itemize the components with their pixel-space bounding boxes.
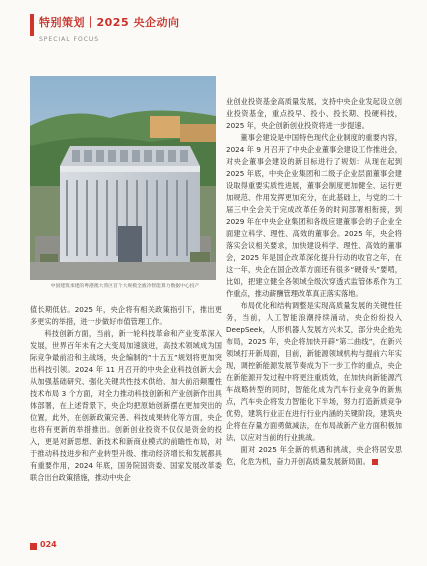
page-number: 024 — [40, 540, 57, 549]
header-accent-bar — [30, 14, 34, 36]
paragraph: 董事会建设是中国特色现代企业制度的重要内容，2024 年 9 月召开了中央企业董事会建设工作推进会，对央企董事会建设的新目标进行了规划：从现在起到 2025 年底，中央企业集团和二级子企业层面董事会建设取得重要实质性进展，董事会制度更加健全、运行更加规范、作用发挥更加充分，在此基础上，与党的二十届三中全会关于完成改革任务的时间部署相衔接，到 2029 年在中央企业集团和各级应建董事会的子企业全面建立科学、理性、高效的董事会。2025 年，央企将落实会议相关要求，加快建设科学、理性、高效的董事会，2025 年是国企改革深化提升行动的收官之年，在这一年，央企在国企改革方面还有很多“硬骨头”要啃，比如，把建立健全各领域全级次穿透式监管体系作为工作重点，推动薪酬管理改革真正落实落地。 — [226, 133, 402, 298]
section-title: 特别策划｜2025 央企动向 — [39, 16, 180, 29]
paragraph: 值长期低估。2025 年，央企将有相关政策指引下，推出更多更实的举措，进一步做好市值管理工作。 — [30, 305, 222, 326]
data-center-illustration — [30, 76, 216, 280]
left-column-text — [30, 304, 222, 484]
photo-caption: 中国建筑承建的粤港澳大湾区首个大规模全液冷智能算力数据中心投产 — [50, 284, 200, 289]
paragraph: 布局优化和结构调整是实现高质量发展的关键性任务，当前，人工智能浪潮持续涌动，央企纷纷投入 DeepSeek，人形机器人发展方兴未艾，部分央企抢先布局，2025 年，央企将加快开辟“第二曲线”，在新兴领域打开新局面，目前，新能源领域机构与提前六年实现，调控新能源发展节奏成为下一步工作的重点，央企在新能源开发过程中将更注重质效，在加快向新能源汽车战略转型的同时，智能化成为汽车行业竞争的新焦点，汽车央企将发力智能化下半场，努力打造新质竞争优势，建筑行业正在进行行业内涵的关键阶段，建筑央企将在存量方面勇做减法，在布局战新产业方面积极加法，以应对当前的行业挑战。 — [226, 301, 402, 442]
data-center-photo — [30, 76, 216, 280]
paragraph-final-text: 面对 2025 年全新的机遇和挑战，央企将居安思危，化危为机，奋力开创高质量发展新局面。 — [226, 445, 402, 466]
paragraph-final — [226, 444, 402, 468]
paragraph: 业创业投资基金高质量发展，支持中央企业发起设立创业投资基金，重点投早、投小、投长期、投硬科技，2025 年，央企创新创业投资将进一步提速。 — [226, 97, 402, 130]
footer-square-icon — [30, 543, 37, 550]
section-header — [30, 12, 410, 48]
end-mark-icon — [372, 459, 378, 465]
section-subtitle: SPECIAL FOCUS — [39, 36, 100, 43]
right-column-text — [226, 96, 402, 468]
paragraph: 科技创新方面，当前，新一轮科技革命和产业变革深入发展，世界百年未有之大变局加速演进，高技术领域成为国际竞争最前沿和主战场，央企编制的“十五五”规划将更加突出科技引领。2024 年 11 月召开的中央企业科技创新大会从加强基础研究、强化关键共性技术供给、加大前沿颠覆性技术布局 3 个方面，对全力推动科技创新和产业创新作出具体部署，在上述背景下，央企均把原始创新摆在更加突出的位置，此外，在创新政策完善、科技成果转化等方面，央企也将有更新的举措推出。创新创业投资不仅仅是资金的投入，更是对新思想、新技术和新商业模式的前瞻性布局，对于推动科技进步和产业转型升级、推动经济增长和发展都具有重要作用，2024 年底，国务院国资委、国家发展改革委联合出台政策措施，推动中央企 — [30, 329, 222, 482]
